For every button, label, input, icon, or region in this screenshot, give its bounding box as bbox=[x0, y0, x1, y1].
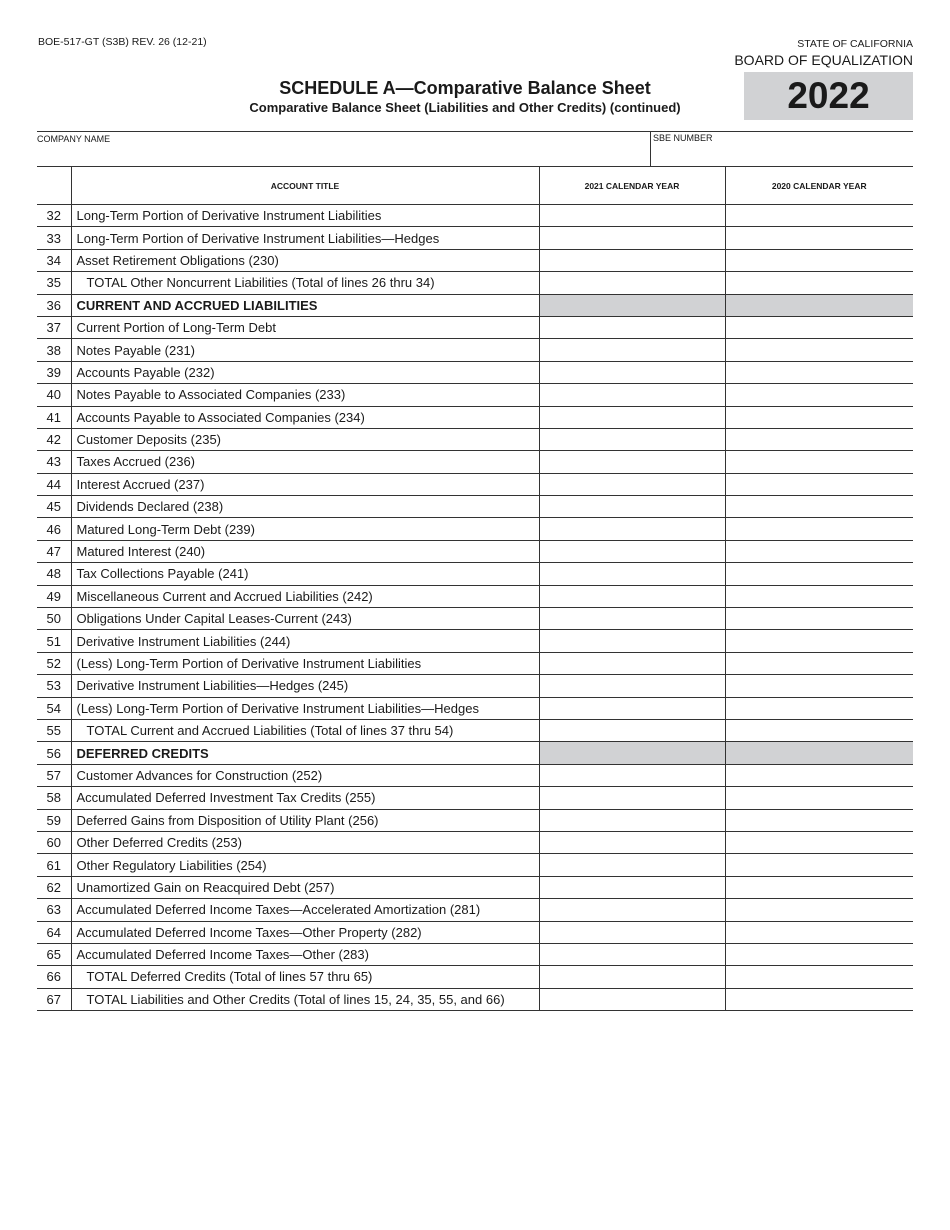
account-title: Dividends Declared (238) bbox=[71, 496, 539, 518]
account-title: Accounts Payable (232) bbox=[71, 361, 539, 383]
table-row bbox=[37, 675, 913, 697]
amount-2020-field[interactable] bbox=[725, 719, 913, 741]
amount-2020-field[interactable] bbox=[725, 339, 913, 361]
amount-2021-field[interactable] bbox=[539, 384, 725, 406]
line-number: 66 bbox=[37, 966, 71, 988]
amount-2020-field[interactable] bbox=[725, 496, 913, 518]
line-number: 42 bbox=[37, 428, 71, 450]
line-number: 37 bbox=[37, 316, 71, 338]
table-row bbox=[37, 361, 913, 383]
account-title: Notes Payable to Associated Companies (233) bbox=[71, 384, 539, 406]
amount-2021-field[interactable] bbox=[539, 518, 725, 540]
line-number: 54 bbox=[37, 697, 71, 719]
amount-2021-field[interactable] bbox=[539, 966, 725, 988]
account-title: Derivative Instrument Liabilities (244) bbox=[71, 630, 539, 652]
line-number: 38 bbox=[37, 339, 71, 361]
amount-2021-field[interactable] bbox=[539, 339, 725, 361]
account-title: Unamortized Gain on Reacquired Debt (257) bbox=[71, 876, 539, 898]
table-row bbox=[37, 316, 913, 338]
table-row bbox=[37, 764, 913, 786]
balance-sheet-table bbox=[37, 167, 913, 1011]
account-title: Other Regulatory Liabilities (254) bbox=[71, 854, 539, 876]
amount-2020-field[interactable] bbox=[725, 316, 913, 338]
amount-2021-field[interactable] bbox=[539, 272, 725, 294]
sbe-number-field[interactable] bbox=[650, 132, 713, 167]
amount-2021-field[interactable] bbox=[539, 675, 725, 697]
line-number: 35 bbox=[37, 272, 71, 294]
shaded-cell-2020 bbox=[725, 294, 913, 316]
amount-2021-field[interactable] bbox=[539, 563, 725, 585]
account-title: Long-Term Portion of Derivative Instrument Liabilities bbox=[71, 205, 539, 227]
account-title: Miscellaneous Current and Accrued Liabilities (242) bbox=[71, 585, 539, 607]
table-row bbox=[37, 272, 913, 294]
line-number: 33 bbox=[37, 227, 71, 249]
line-number: 48 bbox=[37, 563, 71, 585]
line-number: 62 bbox=[37, 876, 71, 898]
account-title: Asset Retirement Obligations (230) bbox=[71, 249, 539, 271]
table-row bbox=[37, 451, 913, 473]
col-header-2021: 2021 CALENDAR YEAR bbox=[539, 167, 725, 205]
table-row bbox=[37, 249, 913, 271]
company-name-label: COMPANY NAME bbox=[37, 134, 111, 144]
line-number: 63 bbox=[37, 899, 71, 921]
amount-2020-field[interactable] bbox=[725, 652, 913, 674]
table-row bbox=[37, 496, 913, 518]
account-title: Deferred Gains from Disposition of Utility Plant (256) bbox=[71, 809, 539, 831]
amount-2020-field[interactable] bbox=[725, 361, 913, 383]
account-title: Derivative Instrument Liabilities—Hedges (245) bbox=[71, 675, 539, 697]
amount-2021-field[interactable] bbox=[539, 809, 725, 831]
amount-2020-field[interactable] bbox=[725, 943, 913, 965]
shaded-cell-2020 bbox=[725, 742, 913, 764]
form-id: BOE-517-GT (S3B) REV. 26 (12-21) bbox=[38, 36, 207, 48]
amount-2020-field[interactable] bbox=[725, 831, 913, 853]
form-year-badge: 2022 bbox=[744, 72, 913, 120]
account-title: DEFERRED CREDITS bbox=[71, 742, 539, 764]
table-row bbox=[37, 966, 913, 988]
line-number: 55 bbox=[37, 719, 71, 741]
table-row bbox=[37, 876, 913, 898]
amount-2021-field[interactable] bbox=[539, 406, 725, 428]
account-title: Customer Deposits (235) bbox=[71, 428, 539, 450]
amount-2020-field[interactable] bbox=[725, 205, 913, 227]
amount-2020-field[interactable] bbox=[725, 921, 913, 943]
amount-2020-field[interactable] bbox=[725, 585, 913, 607]
table-row bbox=[37, 540, 913, 562]
table-row bbox=[37, 697, 913, 719]
amount-2021-field[interactable] bbox=[539, 540, 725, 562]
line-number: 60 bbox=[37, 831, 71, 853]
line-number: 34 bbox=[37, 249, 71, 271]
amount-2020-field[interactable] bbox=[725, 518, 913, 540]
table-row bbox=[37, 988, 913, 1010]
amount-2020-field[interactable] bbox=[725, 540, 913, 562]
sbe-number-label: SBE NUMBER bbox=[653, 133, 713, 143]
amount-2021-field[interactable] bbox=[539, 428, 725, 450]
account-title: CURRENT AND ACCRUED LIABILITIES bbox=[71, 294, 539, 316]
page-subtitle: Comparative Balance Sheet (Liabilities and Other Credits) (continued) bbox=[249, 100, 681, 115]
line-number: 47 bbox=[37, 540, 71, 562]
shaded-cell-2021 bbox=[539, 742, 725, 764]
amount-2021-field[interactable] bbox=[539, 831, 725, 853]
amount-2020-field[interactable] bbox=[725, 473, 913, 495]
account-title: Matured Long-Term Debt (239) bbox=[71, 518, 539, 540]
amount-2020-field[interactable] bbox=[725, 675, 913, 697]
amount-2020-field[interactable] bbox=[725, 428, 913, 450]
table-body bbox=[37, 205, 913, 1011]
account-title: Long-Term Portion of Derivative Instrument Liabilities—Hedges bbox=[71, 227, 539, 249]
line-number: 32 bbox=[37, 205, 71, 227]
table-row bbox=[37, 585, 913, 607]
table-header-row bbox=[37, 167, 913, 205]
table-row bbox=[37, 630, 913, 652]
account-title: Notes Payable (231) bbox=[71, 339, 539, 361]
company-row bbox=[37, 131, 913, 167]
table-row bbox=[37, 227, 913, 249]
table-row bbox=[37, 854, 913, 876]
account-title: Tax Collections Payable (241) bbox=[71, 563, 539, 585]
table-row bbox=[37, 518, 913, 540]
line-number: 39 bbox=[37, 361, 71, 383]
amount-2020-field[interactable] bbox=[725, 809, 913, 831]
table-row bbox=[37, 831, 913, 853]
board-label: BOARD OF EQUALIZATION bbox=[734, 52, 913, 68]
account-title: Current Portion of Long-Term Debt bbox=[71, 316, 539, 338]
table-row bbox=[37, 809, 913, 831]
table-row bbox=[37, 473, 913, 495]
table-row bbox=[37, 652, 913, 674]
table-row bbox=[37, 719, 913, 741]
table-row bbox=[37, 339, 913, 361]
line-number: 56 bbox=[37, 742, 71, 764]
amount-2021-field[interactable] bbox=[539, 227, 725, 249]
account-title: TOTAL Deferred Credits (Total of lines 57 thru 65) bbox=[71, 966, 539, 988]
amount-2021-field[interactable] bbox=[539, 988, 725, 1010]
account-title: Accumulated Deferred Investment Tax Credits (255) bbox=[71, 787, 539, 809]
amount-2020-field[interactable] bbox=[725, 272, 913, 294]
account-title: Interest Accrued (237) bbox=[71, 473, 539, 495]
line-number: 58 bbox=[37, 787, 71, 809]
amount-2020-field[interactable] bbox=[725, 787, 913, 809]
account-title: (Less) Long-Term Portion of Derivative Instrument Liabilities bbox=[71, 652, 539, 674]
col-header-2020: 2020 CALENDAR YEAR bbox=[725, 167, 913, 205]
amount-2021-field[interactable] bbox=[539, 876, 725, 898]
table-row bbox=[37, 294, 913, 316]
table-row bbox=[37, 406, 913, 428]
line-number: 41 bbox=[37, 406, 71, 428]
amount-2020-field[interactable] bbox=[725, 966, 913, 988]
amount-2021-field[interactable] bbox=[539, 361, 725, 383]
line-number: 65 bbox=[37, 943, 71, 965]
line-number: 49 bbox=[37, 585, 71, 607]
table-row bbox=[37, 428, 913, 450]
amount-2021-field[interactable] bbox=[539, 854, 725, 876]
amount-2021-field[interactable] bbox=[539, 608, 725, 630]
amount-2021-field[interactable] bbox=[539, 316, 725, 338]
amount-2021-field[interactable] bbox=[539, 496, 725, 518]
line-number: 64 bbox=[37, 921, 71, 943]
amount-2020-field[interactable] bbox=[725, 697, 913, 719]
amount-2020-field[interactable] bbox=[725, 451, 913, 473]
col-header-line bbox=[37, 167, 71, 205]
line-number: 45 bbox=[37, 496, 71, 518]
amount-2021-field[interactable] bbox=[539, 630, 725, 652]
line-number: 46 bbox=[37, 518, 71, 540]
amount-2020-field[interactable] bbox=[725, 854, 913, 876]
table-row bbox=[37, 787, 913, 809]
amount-2021-field[interactable] bbox=[539, 921, 725, 943]
table-row bbox=[37, 899, 913, 921]
line-number: 59 bbox=[37, 809, 71, 831]
amount-2021-field[interactable] bbox=[539, 585, 725, 607]
table-row bbox=[37, 943, 913, 965]
amount-2020-field[interactable] bbox=[725, 227, 913, 249]
amount-2020-field[interactable] bbox=[725, 630, 913, 652]
amount-2021-field[interactable] bbox=[539, 652, 725, 674]
table-row bbox=[37, 205, 913, 227]
shaded-cell-2021 bbox=[539, 294, 725, 316]
state-label: STATE OF CALIFORNIA bbox=[797, 38, 913, 50]
account-title: Obligations Under Capital Leases-Current (243) bbox=[71, 608, 539, 630]
line-number: 67 bbox=[37, 988, 71, 1010]
table-row bbox=[37, 384, 913, 406]
line-number: 36 bbox=[37, 294, 71, 316]
account-title: TOTAL Liabilities and Other Credits (Total of lines 15, 24, 35, 55, and 66) bbox=[71, 988, 539, 1010]
amount-2021-field[interactable] bbox=[539, 697, 725, 719]
account-title: Taxes Accrued (236) bbox=[71, 451, 539, 473]
table-row bbox=[37, 608, 913, 630]
amount-2020-field[interactable] bbox=[725, 899, 913, 921]
amount-2021-field[interactable] bbox=[539, 249, 725, 271]
amount-2021-field[interactable] bbox=[539, 787, 725, 809]
line-number: 50 bbox=[37, 608, 71, 630]
amount-2020-field[interactable] bbox=[725, 406, 913, 428]
amount-2021-field[interactable] bbox=[539, 943, 725, 965]
account-title: Customer Advances for Construction (252) bbox=[71, 764, 539, 786]
account-title: TOTAL Other Noncurrent Liabilities (Total of lines 26 thru 34) bbox=[71, 272, 539, 294]
amount-2021-field[interactable] bbox=[539, 205, 725, 227]
amount-2021-field[interactable] bbox=[539, 473, 725, 495]
page-title: SCHEDULE A—Comparative Balance Sheet bbox=[279, 78, 651, 98]
amount-2020-field[interactable] bbox=[725, 608, 913, 630]
line-number: 57 bbox=[37, 764, 71, 786]
account-title: Accumulated Deferred Income Taxes—Other Property (282) bbox=[71, 921, 539, 943]
amount-2021-field[interactable] bbox=[539, 764, 725, 786]
line-number: 40 bbox=[37, 384, 71, 406]
account-title: TOTAL Current and Accrued Liabilities (Total of lines 37 thru 54) bbox=[71, 719, 539, 741]
amount-2021-field[interactable] bbox=[539, 451, 725, 473]
amount-2020-field[interactable] bbox=[725, 249, 913, 271]
line-number: 44 bbox=[37, 473, 71, 495]
amount-2021-field[interactable] bbox=[539, 719, 725, 741]
amount-2021-field[interactable] bbox=[539, 899, 725, 921]
amount-2020-field[interactable] bbox=[725, 876, 913, 898]
amount-2020-field[interactable] bbox=[725, 563, 913, 585]
table-row bbox=[37, 563, 913, 585]
account-title: Matured Interest (240) bbox=[71, 540, 539, 562]
line-number: 52 bbox=[37, 652, 71, 674]
line-number: 53 bbox=[37, 675, 71, 697]
table-row bbox=[37, 921, 913, 943]
amount-2020-field[interactable] bbox=[725, 384, 913, 406]
account-title: Accounts Payable to Associated Companies (234) bbox=[71, 406, 539, 428]
amount-2020-field[interactable] bbox=[725, 988, 913, 1010]
account-title: Other Deferred Credits (253) bbox=[71, 831, 539, 853]
table-row bbox=[37, 742, 913, 764]
line-number: 51 bbox=[37, 630, 71, 652]
account-title: (Less) Long-Term Portion of Derivative Instrument Liabilities—Hedges bbox=[71, 697, 539, 719]
amount-2020-field[interactable] bbox=[725, 764, 913, 786]
account-title: Accumulated Deferred Income Taxes—Accelerated Amortization (281) bbox=[71, 899, 539, 921]
line-number: 61 bbox=[37, 854, 71, 876]
line-number: 43 bbox=[37, 451, 71, 473]
col-header-account-title: ACCOUNT TITLE bbox=[71, 167, 539, 205]
account-title: Accumulated Deferred Income Taxes—Other (283) bbox=[71, 943, 539, 965]
